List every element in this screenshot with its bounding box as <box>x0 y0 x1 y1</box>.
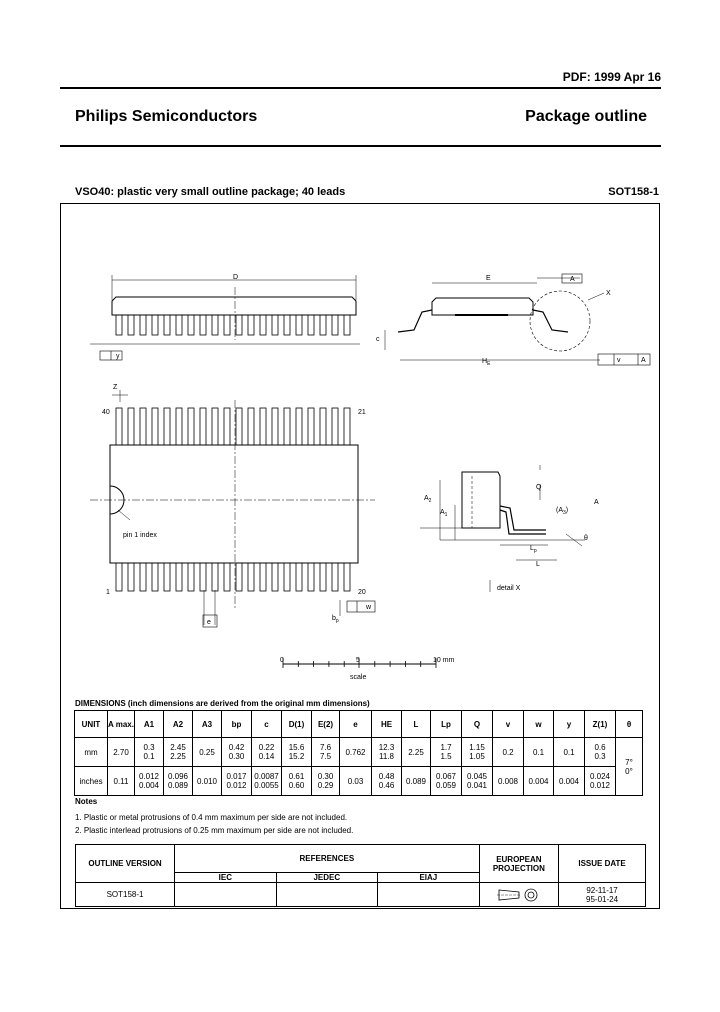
lead <box>332 563 338 591</box>
lead <box>212 315 218 335</box>
company-name: Philips Semiconductors <box>75 108 258 125</box>
scale-label: scale <box>350 674 367 681</box>
lead <box>260 408 266 445</box>
label-A1: $A_1$ <box>440 509 448 518</box>
label-w: w <box>366 604 372 611</box>
theta-values: 7° 0° <box>616 738 643 796</box>
iec-value <box>175 883 277 907</box>
outline-version-label: OUTLINE VERSION <box>76 845 175 883</box>
lead <box>200 408 206 445</box>
references-table <box>75 844 646 907</box>
pdf-date: PDF: 1999 Apr 16 <box>562 70 661 84</box>
lead <box>284 408 290 445</box>
references-label: REFERENCES <box>175 845 480 873</box>
package-code: SOT158-1 <box>608 186 659 198</box>
jedec-label: JEDEC <box>276 873 378 883</box>
dimensions-row-inches: inches 0.11 0.012 0.004 0.096 0.089 0.010 0.017 0.012 0.0087 0.0055 0.61 0.60 0.30 0.29 0.03 0.48 0.46 0.089 0.067 0.059 0.045 0.041 0.008 0.004 0.004 0.024 0.012 <box>75 767 643 796</box>
label-D: D <box>233 274 239 281</box>
lead <box>188 408 194 445</box>
lead <box>272 408 278 445</box>
col-e: e <box>340 711 372 738</box>
lead <box>272 563 278 591</box>
lead <box>188 563 194 591</box>
notes <box>75 797 353 839</box>
scale-tick-0: 0 <box>280 657 284 664</box>
lead <box>152 563 158 591</box>
col-y: y <box>554 711 585 738</box>
scale-tick-10: 10 mm <box>433 657 455 664</box>
package-description: VSO40: plastic very small outline package; 40 leads <box>75 186 346 198</box>
col-bp: bp <box>222 711 252 738</box>
dimensions-row-mm: mm 2.70 0.3 0.1 2.45 2.25 0.25 0.42 0.30 0.22 0.14 15.6 15.2 7.6 7.5 0.762 12.3 11.8 2.25 1.7 1.5 1.15 1.05 0.2 0.1 0.1 0.6 0.3 7° 0° <box>75 738 643 767</box>
label-E: E <box>486 275 491 282</box>
lead <box>320 408 326 445</box>
label-v: v <box>617 357 621 364</box>
col-c: c <box>252 711 282 738</box>
label-A: A <box>594 499 599 506</box>
lead <box>344 408 350 445</box>
label-HE: $H_E$ <box>482 358 491 367</box>
label-e: e <box>207 619 211 626</box>
lead <box>188 315 194 335</box>
lead <box>152 315 158 335</box>
label-L: L <box>536 561 540 568</box>
lead <box>140 315 146 335</box>
col-v: v <box>493 711 524 738</box>
lead <box>296 563 302 591</box>
lead <box>284 315 290 335</box>
eiaj-value <box>378 883 480 907</box>
outline-version: SOT158-1 <box>76 883 175 907</box>
lead <box>248 408 254 445</box>
lead <box>308 315 314 335</box>
label-Q: Q <box>536 484 542 491</box>
lead <box>224 408 230 445</box>
lead <box>284 563 290 591</box>
lead <box>332 408 338 445</box>
col-w: w <box>524 711 554 738</box>
lead <box>320 315 326 335</box>
col-unit: UNIT <box>75 711 108 738</box>
lead <box>332 315 338 335</box>
label-Lp: $L_p$ <box>530 545 537 554</box>
lead <box>236 563 242 591</box>
label-detail-x: detail X <box>497 585 521 592</box>
note-1: 1. Plastic or metal protrusions of 0.4 mm maximum per side are not included. <box>75 813 348 822</box>
label-pin40: 40 <box>102 409 110 416</box>
col-A2: A2 <box>164 711 193 738</box>
lead <box>176 563 182 591</box>
projection-symbol-icon <box>497 886 541 902</box>
lead <box>308 563 314 591</box>
label-theta: θ <box>584 535 588 542</box>
col-Z: Z(1) <box>585 711 616 738</box>
lead <box>248 563 254 591</box>
document-type: Package outline <box>525 108 647 125</box>
label-c: c <box>376 336 380 343</box>
projection-symbol <box>479 883 559 907</box>
col-A1: A1 <box>135 711 164 738</box>
lead <box>236 315 242 335</box>
col-Q: Q <box>462 711 493 738</box>
label-y: y <box>116 353 120 360</box>
col-A: A max. <box>108 711 135 738</box>
projection-label: EUROPEAN PROJECTION <box>479 845 559 883</box>
col-Lp: Lp <box>431 711 462 738</box>
col-D: D(1) <box>282 711 312 738</box>
lead <box>128 315 134 335</box>
label-pin21: 21 <box>358 409 366 416</box>
label-A2: $A_2$ <box>424 495 432 504</box>
label-pin20: 20 <box>358 589 366 596</box>
lead <box>260 563 266 591</box>
lead <box>176 315 182 335</box>
label-A-ref: A <box>570 276 575 283</box>
scale-tick-5: 5 <box>356 657 360 664</box>
lead <box>224 315 230 335</box>
lead <box>116 563 122 591</box>
lead <box>176 408 182 445</box>
lead <box>164 563 170 591</box>
lead <box>260 315 266 335</box>
jedec-value <box>276 883 378 907</box>
col-HE: HE <box>372 711 402 738</box>
label-A-tol: A <box>641 357 646 364</box>
label-X: X <box>606 290 611 297</box>
lead <box>212 408 218 445</box>
iec-label: IEC <box>175 873 277 883</box>
lead <box>152 408 158 445</box>
lead <box>116 315 122 335</box>
lead <box>164 408 170 445</box>
lead <box>224 563 230 591</box>
lead <box>140 563 146 591</box>
lead <box>248 315 254 335</box>
issue-date-label: ISSUE DATE <box>559 845 646 883</box>
lead <box>344 563 350 591</box>
lead <box>344 315 350 335</box>
issue-dates: 92-11-17 95-01-24 <box>559 883 646 907</box>
lead <box>320 563 326 591</box>
lead <box>308 408 314 445</box>
lead <box>236 408 242 445</box>
col-A3: A3 <box>193 711 222 738</box>
col-L: L <box>402 711 431 738</box>
lead <box>128 563 134 591</box>
lead <box>200 315 206 335</box>
label-Z: Z <box>113 384 118 391</box>
col-theta: θ <box>616 711 643 738</box>
lead <box>140 408 146 445</box>
lead <box>116 408 122 445</box>
lead <box>296 315 302 335</box>
lead <box>296 408 302 445</box>
lead <box>200 563 206 591</box>
label-pin1: 1 <box>106 589 110 596</box>
dimensions-table <box>74 710 643 796</box>
dimensions-title: DIMENSIONS (inch dimensions are derived from the original mm dimensions) <box>75 699 370 708</box>
notes-heading: Notes <box>75 797 98 806</box>
eiaj-label: EIAJ <box>378 873 480 883</box>
dimensions-header-row <box>75 711 643 738</box>
lead <box>212 563 218 591</box>
lead <box>128 408 134 445</box>
label-pin1-index: pin 1 index <box>123 532 157 539</box>
label-A3: $(A_3)$ <box>556 507 569 516</box>
lead <box>164 315 170 335</box>
label-bp: $b_p$ <box>332 615 339 624</box>
lead <box>272 315 278 335</box>
note-2: 2. Plastic interlead protrusions of 0.25 mm maximum per side are not included. <box>75 826 354 835</box>
col-E: E(2) <box>312 711 340 738</box>
